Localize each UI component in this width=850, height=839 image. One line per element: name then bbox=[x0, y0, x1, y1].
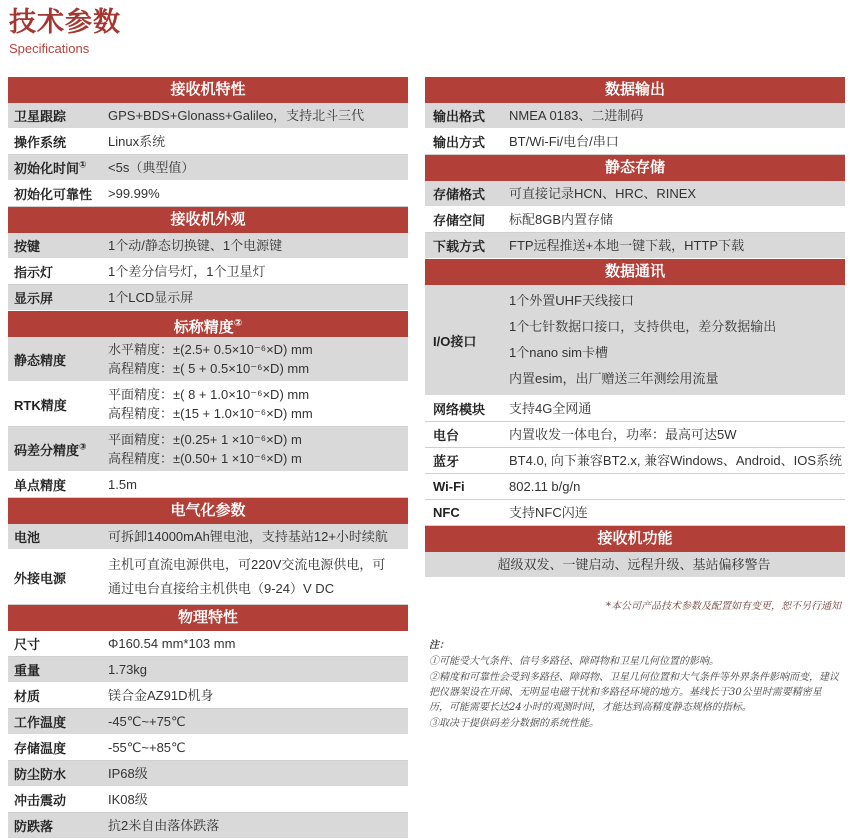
left-column bbox=[8, 77, 408, 839]
spec-label-text: NFC bbox=[433, 505, 460, 520]
spec-label-text: RTK精度 bbox=[14, 397, 67, 413]
spec-row bbox=[8, 550, 408, 605]
spec-label-text: 工作温度 bbox=[14, 715, 67, 730]
spec-label bbox=[8, 288, 108, 307]
spec-row bbox=[8, 427, 408, 472]
section-title-text: 数据输出 bbox=[604, 81, 665, 98]
spec-value-line: Φ160.54 mm*103 mm bbox=[108, 636, 236, 651]
spec-label-text: 输出方式 bbox=[433, 135, 486, 150]
spec-label-superscript: ③ bbox=[79, 441, 87, 452]
spec-value bbox=[509, 474, 845, 499]
spec-row bbox=[8, 657, 408, 683]
spec-label-text: 单点精度 bbox=[14, 478, 67, 493]
spec-row bbox=[425, 181, 845, 207]
spec-label-superscript: ① bbox=[79, 159, 87, 170]
spec-label-text: 外接电源 bbox=[14, 570, 67, 586]
spec-label-text: 重量 bbox=[14, 663, 41, 678]
spec-value-line: 802.11 b/g/n bbox=[509, 479, 581, 494]
spec-value-line: BT4.0, 向下兼容BT2.x, 兼容Windows、Android、IOS系统 bbox=[509, 453, 843, 468]
spec-label-text: 存储空间 bbox=[433, 213, 486, 228]
notes-list bbox=[429, 654, 841, 731]
spec-value-line: 通过电台直接给主机供电（9-24）V DC bbox=[108, 581, 335, 596]
section bbox=[8, 605, 408, 839]
spec-row bbox=[425, 233, 845, 259]
spec-label bbox=[8, 568, 108, 587]
section-title-text: 静态存储 bbox=[604, 159, 665, 176]
spec-value bbox=[108, 550, 408, 604]
spec-label bbox=[425, 505, 509, 520]
spec-value bbox=[108, 382, 408, 426]
spec-value-line: 支持NFC闪连 bbox=[509, 505, 588, 520]
spec-value-line: Linux系统 bbox=[108, 134, 166, 149]
notes-title: 注： bbox=[429, 640, 449, 651]
section-title-text: 接收机外观 bbox=[170, 211, 246, 228]
right-column bbox=[425, 77, 845, 731]
spec-value-line: 1个外置UHF天线接口 bbox=[509, 293, 634, 308]
spec-value-line: FTP远程推送+本地一键下载，HTTP下载 bbox=[509, 238, 745, 253]
spec-value bbox=[108, 181, 408, 206]
spec-value-line: 超级双发、一键启动、远程升级、基站偏移警告 bbox=[497, 557, 771, 572]
spec-value-line: 可拆卸14000mAh锂电池，支持基站12+小时续航 bbox=[108, 529, 388, 544]
section bbox=[425, 77, 845, 155]
section bbox=[425, 155, 845, 259]
section bbox=[425, 259, 845, 526]
spec-row bbox=[8, 709, 408, 735]
section-title bbox=[425, 77, 845, 103]
spec-value-line: 高程精度：±(15 + 1.0×10⁻⁶×D) mm bbox=[108, 406, 313, 421]
spec-label-text: 卫星跟踪 bbox=[14, 109, 67, 124]
spec-value bbox=[509, 233, 845, 258]
section bbox=[8, 207, 408, 311]
spec-label-text: 网络模块 bbox=[433, 402, 486, 417]
spec-row bbox=[425, 207, 845, 233]
spec-label-text: 输出格式 bbox=[433, 109, 486, 124]
spec-label bbox=[8, 132, 108, 151]
spec-value-line: IK08级 bbox=[108, 792, 148, 807]
spec-row bbox=[8, 735, 408, 761]
spec-row bbox=[8, 129, 408, 155]
spec-value bbox=[108, 233, 408, 258]
spec-value bbox=[108, 524, 408, 549]
spec-label-text: 静态精度 bbox=[14, 352, 67, 368]
spec-row bbox=[425, 285, 845, 396]
section-title-text: 标称精度 bbox=[173, 319, 234, 336]
spec-row bbox=[425, 448, 845, 474]
spec-value-line: 镁合金AZ91D机身 bbox=[108, 688, 214, 703]
spec-row bbox=[8, 337, 408, 382]
spec-value-line: 1个差分信号灯，1个卫星灯 bbox=[108, 264, 266, 279]
spec-label bbox=[8, 660, 108, 679]
spec-label bbox=[8, 686, 108, 705]
spec-label-text: Wi-Fi bbox=[433, 479, 465, 494]
spec-value bbox=[108, 761, 408, 786]
spec-value bbox=[108, 129, 408, 154]
spec-value bbox=[509, 448, 845, 473]
spec-row bbox=[8, 631, 408, 657]
spec-label-text: 蓝牙 bbox=[433, 454, 460, 469]
spec-label-text: 初始化时间 bbox=[14, 161, 80, 176]
spec-label-text: 材质 bbox=[14, 689, 41, 704]
spec-label bbox=[8, 106, 108, 125]
spec-value bbox=[108, 103, 408, 128]
spec-value-line: 1个七针数据口接口，支持供电，差分数据输出 bbox=[509, 319, 777, 334]
spec-value bbox=[509, 207, 845, 232]
section-title-text: 物理特性 bbox=[177, 609, 238, 626]
spec-row bbox=[8, 761, 408, 787]
spec-label bbox=[425, 425, 509, 444]
section-title-text: 数据通讯 bbox=[604, 263, 665, 280]
spec-label bbox=[8, 790, 108, 809]
spec-label-text: 操作系统 bbox=[14, 135, 67, 150]
page-header bbox=[0, 0, 850, 56]
spec-label bbox=[8, 764, 108, 783]
notes-block bbox=[429, 638, 841, 731]
spec-value-line: 高程精度：±( 5 + 0.5×10⁻⁶×D) mm bbox=[108, 361, 310, 376]
spec-row bbox=[8, 524, 408, 550]
spec-value bbox=[509, 103, 845, 128]
spec-label bbox=[8, 262, 108, 281]
spec-label-text: 电池 bbox=[14, 530, 41, 545]
spec-row bbox=[8, 155, 408, 181]
spec-value bbox=[108, 285, 408, 310]
spec-label bbox=[8, 738, 108, 757]
spec-value bbox=[108, 259, 408, 284]
spec-value-line: 平面精度：±( 8 + 1.0×10⁻⁶×D) mm bbox=[108, 387, 310, 402]
spec-label bbox=[8, 816, 108, 835]
spec-label-text: 初始化可靠性 bbox=[14, 187, 93, 202]
section bbox=[8, 311, 408, 498]
spec-row bbox=[8, 285, 408, 311]
section-title bbox=[8, 77, 408, 103]
spec-row bbox=[8, 787, 408, 813]
spec-label-text: 存储温度 bbox=[14, 741, 67, 756]
spec-label bbox=[425, 132, 509, 151]
spec-row bbox=[425, 422, 845, 448]
spec-value-line: 1.5m bbox=[108, 477, 137, 492]
section-title bbox=[425, 526, 845, 552]
spec-label-text: I/O接口 bbox=[433, 333, 477, 349]
spec-label bbox=[8, 236, 108, 255]
spec-label-text: 尺寸 bbox=[14, 637, 41, 652]
spec-row bbox=[8, 382, 408, 427]
spec-label-text: 存储格式 bbox=[433, 187, 486, 202]
spec-value-line: 标配8GB内置存储 bbox=[509, 212, 614, 227]
spec-label-text: 下载方式 bbox=[433, 239, 486, 254]
section-title bbox=[8, 498, 408, 524]
spec-label bbox=[425, 331, 509, 350]
spec-row bbox=[8, 103, 408, 129]
spec-value bbox=[108, 427, 408, 471]
spec-value bbox=[108, 472, 408, 497]
section-title bbox=[8, 605, 408, 631]
section-title bbox=[8, 207, 408, 233]
spec-value bbox=[108, 709, 408, 734]
spec-row bbox=[8, 813, 408, 839]
section-title-text: 电气化参数 bbox=[170, 502, 246, 519]
note-item: ②精度和可靠性会受到多路径、障碍物、卫星几何位置和大气条件等外界条件影响而变，建议把仪器架设在开阔、无明显电磁干扰和多路径环境的地方。基线长于30公里时需要精密星历，可能需要长达24小时的观测时间，才能达到高精度静态规格的指标。 bbox=[429, 672, 839, 713]
spec-label bbox=[425, 184, 509, 203]
spec-value-line: 可直接记录HCN、HRC、RINEX bbox=[509, 186, 697, 201]
spec-label-text: 电台 bbox=[433, 428, 460, 443]
spec-label bbox=[8, 634, 108, 653]
page-title: 技术参数 bbox=[9, 7, 121, 37]
spec-label-text: 码差分精度 bbox=[14, 442, 80, 458]
spec-value-line: IP68级 bbox=[108, 766, 148, 781]
spec-value-line: 主机可直流电源供电，可220V交流电源供电，可 bbox=[108, 557, 386, 572]
spec-label-text: 防跌落 bbox=[14, 819, 54, 834]
spec-value-line: >99.99% bbox=[108, 186, 160, 201]
spec-value-line: 内置收发一体电台，功率：最高可达5W bbox=[509, 427, 737, 442]
note-item: ③取决于提供码差分数据的系统性能。 bbox=[429, 718, 599, 729]
spec-label-text: 防尘防水 bbox=[14, 767, 67, 782]
spec-label bbox=[8, 475, 108, 494]
section bbox=[8, 498, 408, 605]
spec-value-line: 抗2米自由落体跌落 bbox=[108, 818, 220, 833]
spec-value bbox=[108, 631, 408, 656]
spec-columns bbox=[0, 77, 850, 839]
spec-value bbox=[509, 422, 845, 447]
spec-value-line: 1.73kg bbox=[108, 662, 148, 677]
spec-label bbox=[8, 440, 108, 459]
section-title bbox=[8, 311, 408, 337]
spec-label-text: 指示灯 bbox=[14, 265, 54, 280]
section bbox=[8, 77, 408, 207]
spec-value bbox=[509, 500, 845, 525]
spec-value bbox=[108, 735, 408, 760]
spec-value bbox=[509, 285, 845, 395]
spec-value bbox=[509, 396, 845, 421]
spec-value bbox=[509, 181, 845, 206]
spec-value bbox=[108, 657, 408, 682]
spec-value-line: 水平精度：±(2.5+ 0.5×10⁻⁶×D) mm bbox=[108, 342, 313, 357]
spec-value bbox=[108, 683, 408, 708]
spec-label bbox=[425, 479, 509, 494]
spec-row bbox=[425, 500, 845, 526]
spec-value-line: 1个nano sim卡槽 bbox=[509, 345, 608, 360]
spec-row bbox=[8, 472, 408, 498]
note-item: ①可能受大气条件、信号多路径、障碍物和卫星几何位置的影响。 bbox=[429, 656, 719, 667]
spec-row bbox=[425, 474, 845, 500]
section-title bbox=[425, 259, 845, 285]
spec-row bbox=[425, 396, 845, 422]
spec-value-line: 1个动/静态切换键、1个电源键 bbox=[108, 238, 283, 253]
section bbox=[425, 526, 845, 578]
spec-row bbox=[8, 259, 408, 285]
spec-label bbox=[425, 210, 509, 229]
spec-value-line: NMEA 0183、二进制码 bbox=[509, 108, 644, 123]
spec-value bbox=[108, 155, 408, 180]
spec-row bbox=[425, 103, 845, 129]
disclaimer-note: *本公司产品技术参数及配置如有变更，恕不另行通知 bbox=[606, 601, 841, 612]
section-title-text: 接收机功能 bbox=[597, 530, 673, 547]
spec-label bbox=[8, 350, 108, 369]
spec-value-line: <5s（典型值） bbox=[108, 160, 195, 175]
spec-label bbox=[8, 184, 108, 203]
spec-label bbox=[425, 106, 509, 125]
spec-value-line: 高程精度：±(0.50+ 1 ×10⁻⁶×D) m bbox=[108, 451, 302, 466]
spec-value-line: 1个LCD显示屏 bbox=[108, 290, 194, 305]
spec-value-line: -55℃~+85℃ bbox=[108, 740, 186, 755]
spec-row bbox=[8, 233, 408, 259]
spec-row bbox=[8, 181, 408, 207]
spec-label bbox=[8, 158, 108, 177]
spec-label bbox=[425, 236, 509, 255]
spec-label bbox=[425, 451, 509, 470]
footer-notes-area bbox=[425, 597, 845, 731]
spec-label-text: 按键 bbox=[14, 239, 41, 254]
spec-value-line: GPS+BDS+Glonass+Galileo，支持北斗三代 bbox=[108, 108, 365, 123]
spec-value bbox=[497, 552, 772, 577]
spec-value bbox=[108, 337, 408, 381]
page-subtitle: Specifications bbox=[9, 41, 90, 56]
spec-value-line: 平面精度：±(0.25+ 1 ×10⁻⁶×D) m bbox=[108, 432, 302, 447]
spec-value-line: BT/Wi-Fi/电台/串口 bbox=[509, 134, 619, 149]
spec-value bbox=[108, 813, 408, 838]
spec-label bbox=[425, 399, 509, 418]
section-title-superscript: ② bbox=[233, 318, 243, 329]
spec-label bbox=[8, 712, 108, 731]
right-column-sections bbox=[425, 77, 845, 578]
spec-value bbox=[108, 787, 408, 812]
spec-row bbox=[8, 683, 408, 709]
spec-value-line: 内置esim，出厂赠送三年测绘用流量 bbox=[509, 371, 719, 386]
section-title bbox=[425, 155, 845, 181]
spec-label bbox=[8, 395, 108, 414]
spec-row bbox=[425, 552, 845, 578]
spec-value-line: -45℃~+75℃ bbox=[108, 714, 186, 729]
spec-value-line: 支持4G全网通 bbox=[509, 401, 592, 416]
spec-row bbox=[425, 129, 845, 155]
spec-label bbox=[8, 527, 108, 546]
spec-label-text: 显示屏 bbox=[14, 291, 54, 306]
section-title-text: 接收机特性 bbox=[170, 81, 246, 98]
spec-value bbox=[509, 129, 845, 154]
spec-label-text: 冲击震动 bbox=[14, 793, 67, 808]
